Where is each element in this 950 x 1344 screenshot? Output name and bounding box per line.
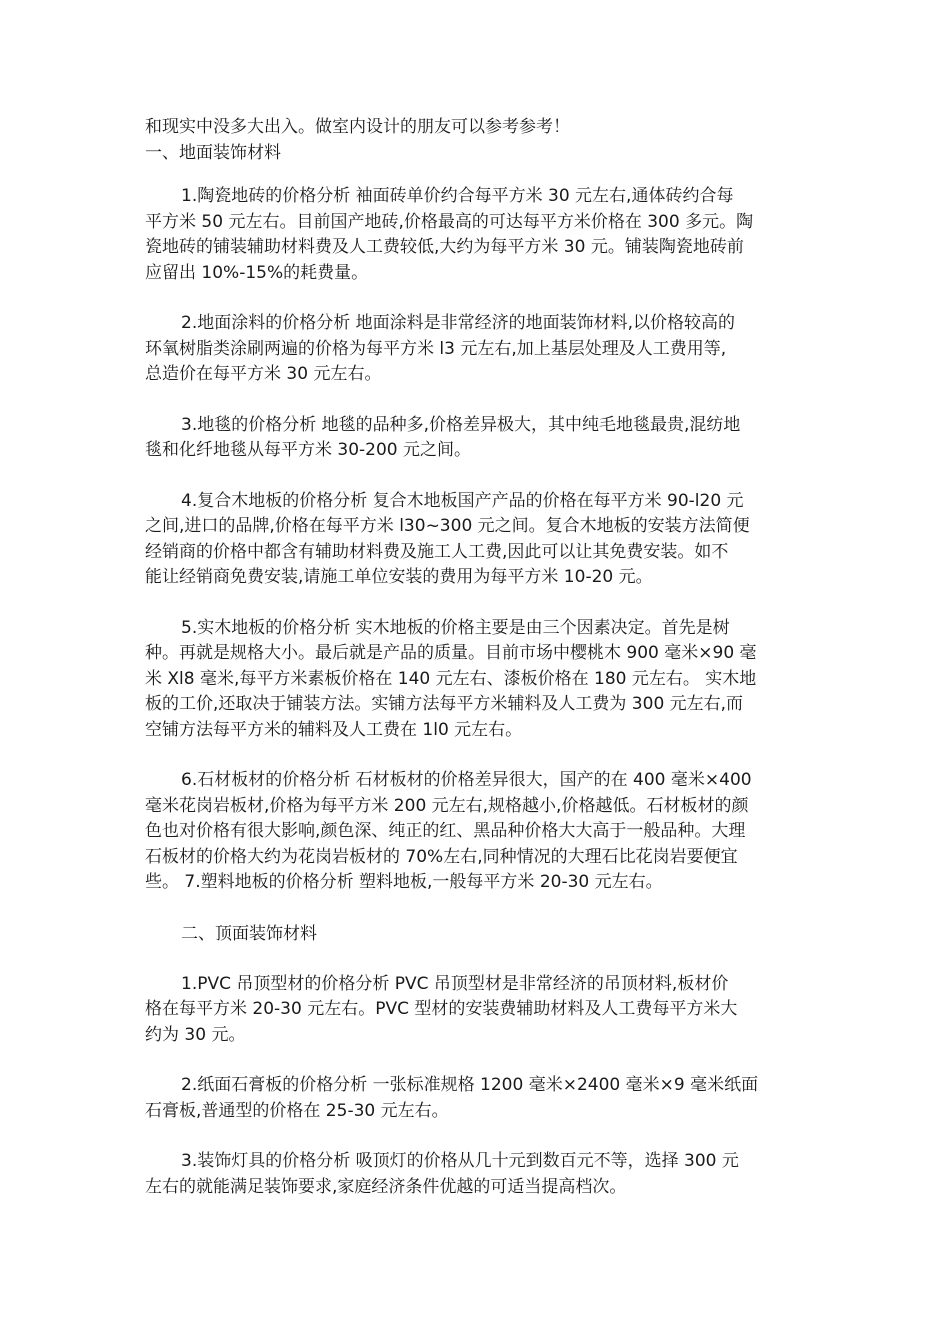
text-line: 3.装饰灯具的价格分析 吸顶灯的价格从几十元到数百元不等，选择 300 元: [181, 1151, 739, 1171]
text-line: 瓷地砖的铺装辅助材料费及人工费较低,大约为每平方米 30 元。铺装陶瓷地砖前: [145, 237, 744, 257]
paragraph-stone-slab: [145, 768, 810, 896]
text-line: 5.实木地板的价格分析 实木地板的价格主要是由三个因素决定。首先是树: [181, 617, 730, 638]
section-heading-ceiling-wrap: [145, 921, 810, 947]
paragraph-floor-coating: [145, 311, 810, 388]
text-line: 左右的就能满足装饰要求,家庭经济条件优越的可适当提高档次。: [145, 1176, 627, 1197]
text-line: 些。 7.塑料地板的价格分析 塑料地板,一般每平方米 20-30 元左右。: [145, 872, 663, 892]
text-line: 1.PVC 吊顶型材的价格分析 PVC 吊顶型材是非常经济的吊顶材料,板材价: [181, 973, 729, 994]
paragraph-lighting: [145, 1149, 810, 1200]
text-line: 色也对价格有很大影响,颜色深、纯正的红、黑品种价格大大高于一般品种。大理: [145, 821, 746, 841]
text-line: 4.复合木地板的价格分析 复合木地板国产产品的价格在每平方米 90-l20 元: [181, 490, 744, 511]
text-line: 约为 30 元。: [145, 1024, 246, 1045]
text-line: 石膏板,普通型的价格在 25-30 元左右。: [145, 1100, 449, 1121]
text-line: 种。再就是规格大小。最后就是产品的质量。目前市场中樱桃木 900 毫米×90 毫: [145, 643, 757, 663]
text-line: 空铺方法每平方米的辅料及人工费在 1l0 元左右。: [145, 719, 523, 740]
text-line: 毫米花岗岩板材,价格为每平方米 200 元左右,规格越小,价格越低。石材板材的颜: [145, 795, 749, 816]
text-line: 毯和化纤地毯从每平方米 30-200 元之间。: [145, 440, 472, 460]
text-line: 1.陶瓷地砖的价格分析 袖面砖单价约合每平方米 30 元左右,通体砖约合每: [181, 186, 734, 206]
paragraph-solid-wood-floor: [145, 616, 810, 744]
text-line: 2.地面涂料的价格分析 地面涂料是非常经济的地面装饰材料,以价格较高的: [181, 313, 736, 333]
paragraph-carpet: [145, 413, 810, 464]
section-heading-floor: 一、地面装饰材料: [145, 143, 281, 163]
paragraph-gypsum-board: [145, 1073, 810, 1124]
text-line: 平方米 50 元左右。目前国产地砖,价格最高的可达每平方米价格在 300 多元。陶: [145, 211, 754, 232]
text-line: 之间,进口的品牌,价格在每平方米 l30~300 元之间。复合木地板的安装方法简便: [145, 516, 750, 536]
text-line: 6.石材板材的价格分析 石材板材的价格差异很大，国产的在 400 毫米×400: [181, 770, 752, 790]
text-line: 板的工价,还取决于铺装方法。实铺方法每平方米辅料及人工费为 300 元左右,而: [145, 694, 744, 714]
paragraph-laminate-floor: [145, 489, 810, 591]
text-line: 能让经销商免费安装,请施工单位安装的费用为每平方米 10-20 元。: [145, 567, 653, 587]
text-line: 应留出 10%-15%的耗费量。: [145, 262, 369, 283]
document-page: [145, 114, 810, 1200]
text-line: 经销商的价格中都含有辅助材料费及施工人工费,因此可以让其免费安装。如不: [145, 541, 729, 562]
section-heading-ceiling: 二、顶面装饰材料: [181, 923, 317, 944]
paragraph-ceramic-tile: [145, 184, 810, 286]
text-line: 3.地毯的价格分析 地毯的品种多,价格差异极大，其中纯毛地毯最贵,混纺地: [181, 414, 741, 435]
text-line: 石板材的价格大约为花岗岩板材的 70%左右,同种情况的大理石比花岗岩要便宜: [145, 846, 738, 867]
text-line: 总造价在每平方米 30 元左右。: [145, 364, 382, 384]
text-line: 米 Xl8 毫米,每平方米素板价格在 140 元左右、漆板价格在 180 元左右。 实木地: [145, 668, 757, 689]
text-line: 环氧树脂类涂刷两遍的价格为每平方米 l3 元左右,加上基层处理及人工费用等,: [145, 338, 727, 359]
text-line: 2.纸面石膏板的价格分析 一张标准规格 1200 毫米×2400 毫米×9 毫米纸面: [181, 1075, 759, 1095]
paragraph-pvc-ceiling: [145, 972, 810, 1049]
text-line: 格在每平方米 20-30 元左右。PVC 型材的安装费辅助材料及人工费每平方米大: [145, 999, 738, 1019]
intro-line: 和现实中没多大出入。做室内设计的朋友可以参考参考！: [145, 117, 570, 137]
